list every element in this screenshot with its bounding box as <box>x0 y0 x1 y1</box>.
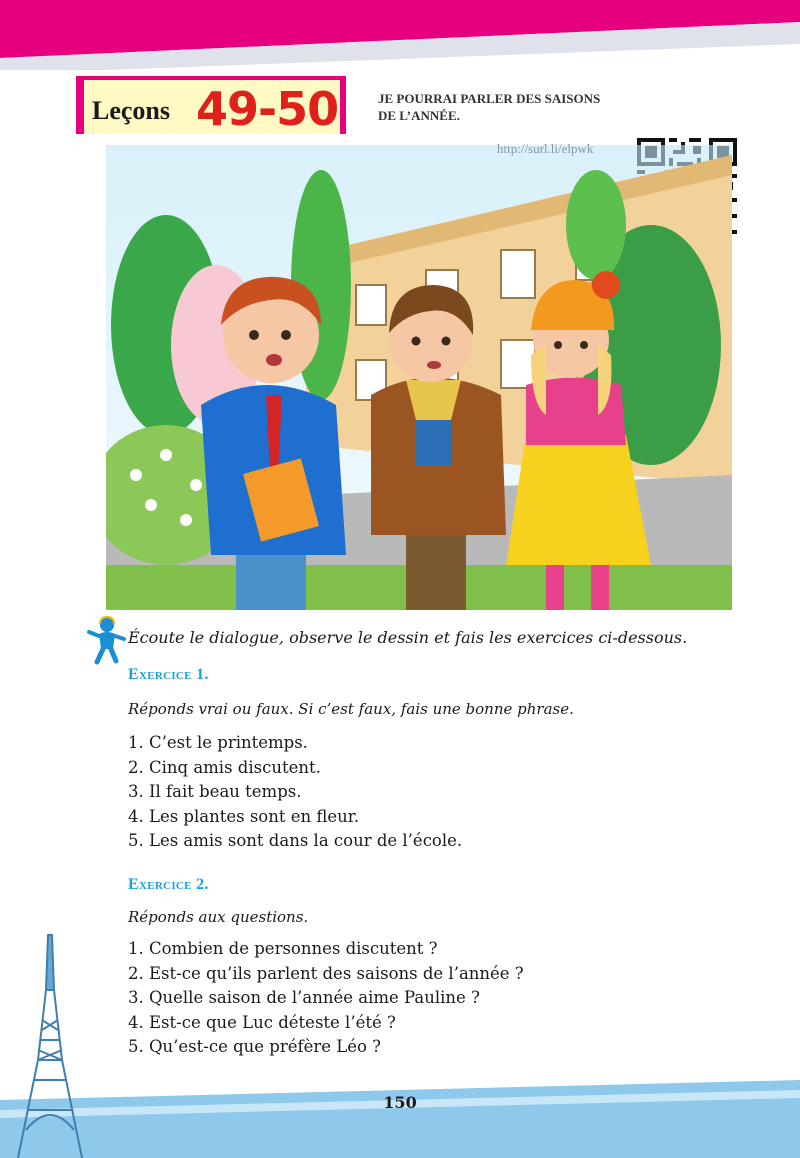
list-item: 5. Les amis sont dans la cour de l’école. <box>128 831 463 850</box>
lesson-objective <box>378 90 708 124</box>
list-item: 4. Les plantes sont en fleur. <box>128 806 360 826</box>
list-item: 4. Est-ce que Luc déteste l’été ? <box>128 1012 396 1032</box>
exercise-1-instruction: Réponds vrai ou faux. Si c’est faux, fais une bonne phrase. <box>128 700 574 718</box>
lesson-word: Leçons <box>92 96 170 125</box>
lesson-number: 49-50 <box>196 82 339 136</box>
exercise-2-title: Exercice 2. <box>128 876 209 893</box>
exercise-2-instruction: Réponds aux questions. <box>128 908 309 926</box>
objective-line-1: JE POURRAI PARLER DES SAISONS <box>378 91 601 106</box>
list-item: 1. C’est le printemps. <box>128 733 308 752</box>
top-decorative-band <box>0 0 800 70</box>
listening-instruction: Écoute le dialogue, observe le dessin et fais les exercices ci-dessous. <box>128 628 688 647</box>
listening-figure-icon[interactable] <box>86 615 126 665</box>
exercise-1-title: Exercice 1. <box>128 666 209 683</box>
schoolyard-illustration <box>106 145 732 610</box>
objective-line-2: DE L’ANNÉE. <box>378 108 460 123</box>
list-item: 2. Cinq amis discutent. <box>128 757 321 777</box>
page-number: 150 <box>383 1093 417 1112</box>
list-item: 5. Qu’est-ce que préfère Léo ? <box>128 1037 382 1056</box>
list-item: 3. Quelle saison de l’année aime Pauline ? <box>128 988 480 1007</box>
exercise-2-list <box>128 937 524 1060</box>
exercise-1-list <box>128 731 462 854</box>
list-item: 2. Est-ce qu’ils parlent des saisons de l’année ? <box>128 963 524 983</box>
eiffel-tower-icon <box>10 930 90 1158</box>
list-item: 3. Il fait beau temps. <box>128 782 302 801</box>
list-item: 1. Combien de personnes discutent ? <box>128 939 438 958</box>
